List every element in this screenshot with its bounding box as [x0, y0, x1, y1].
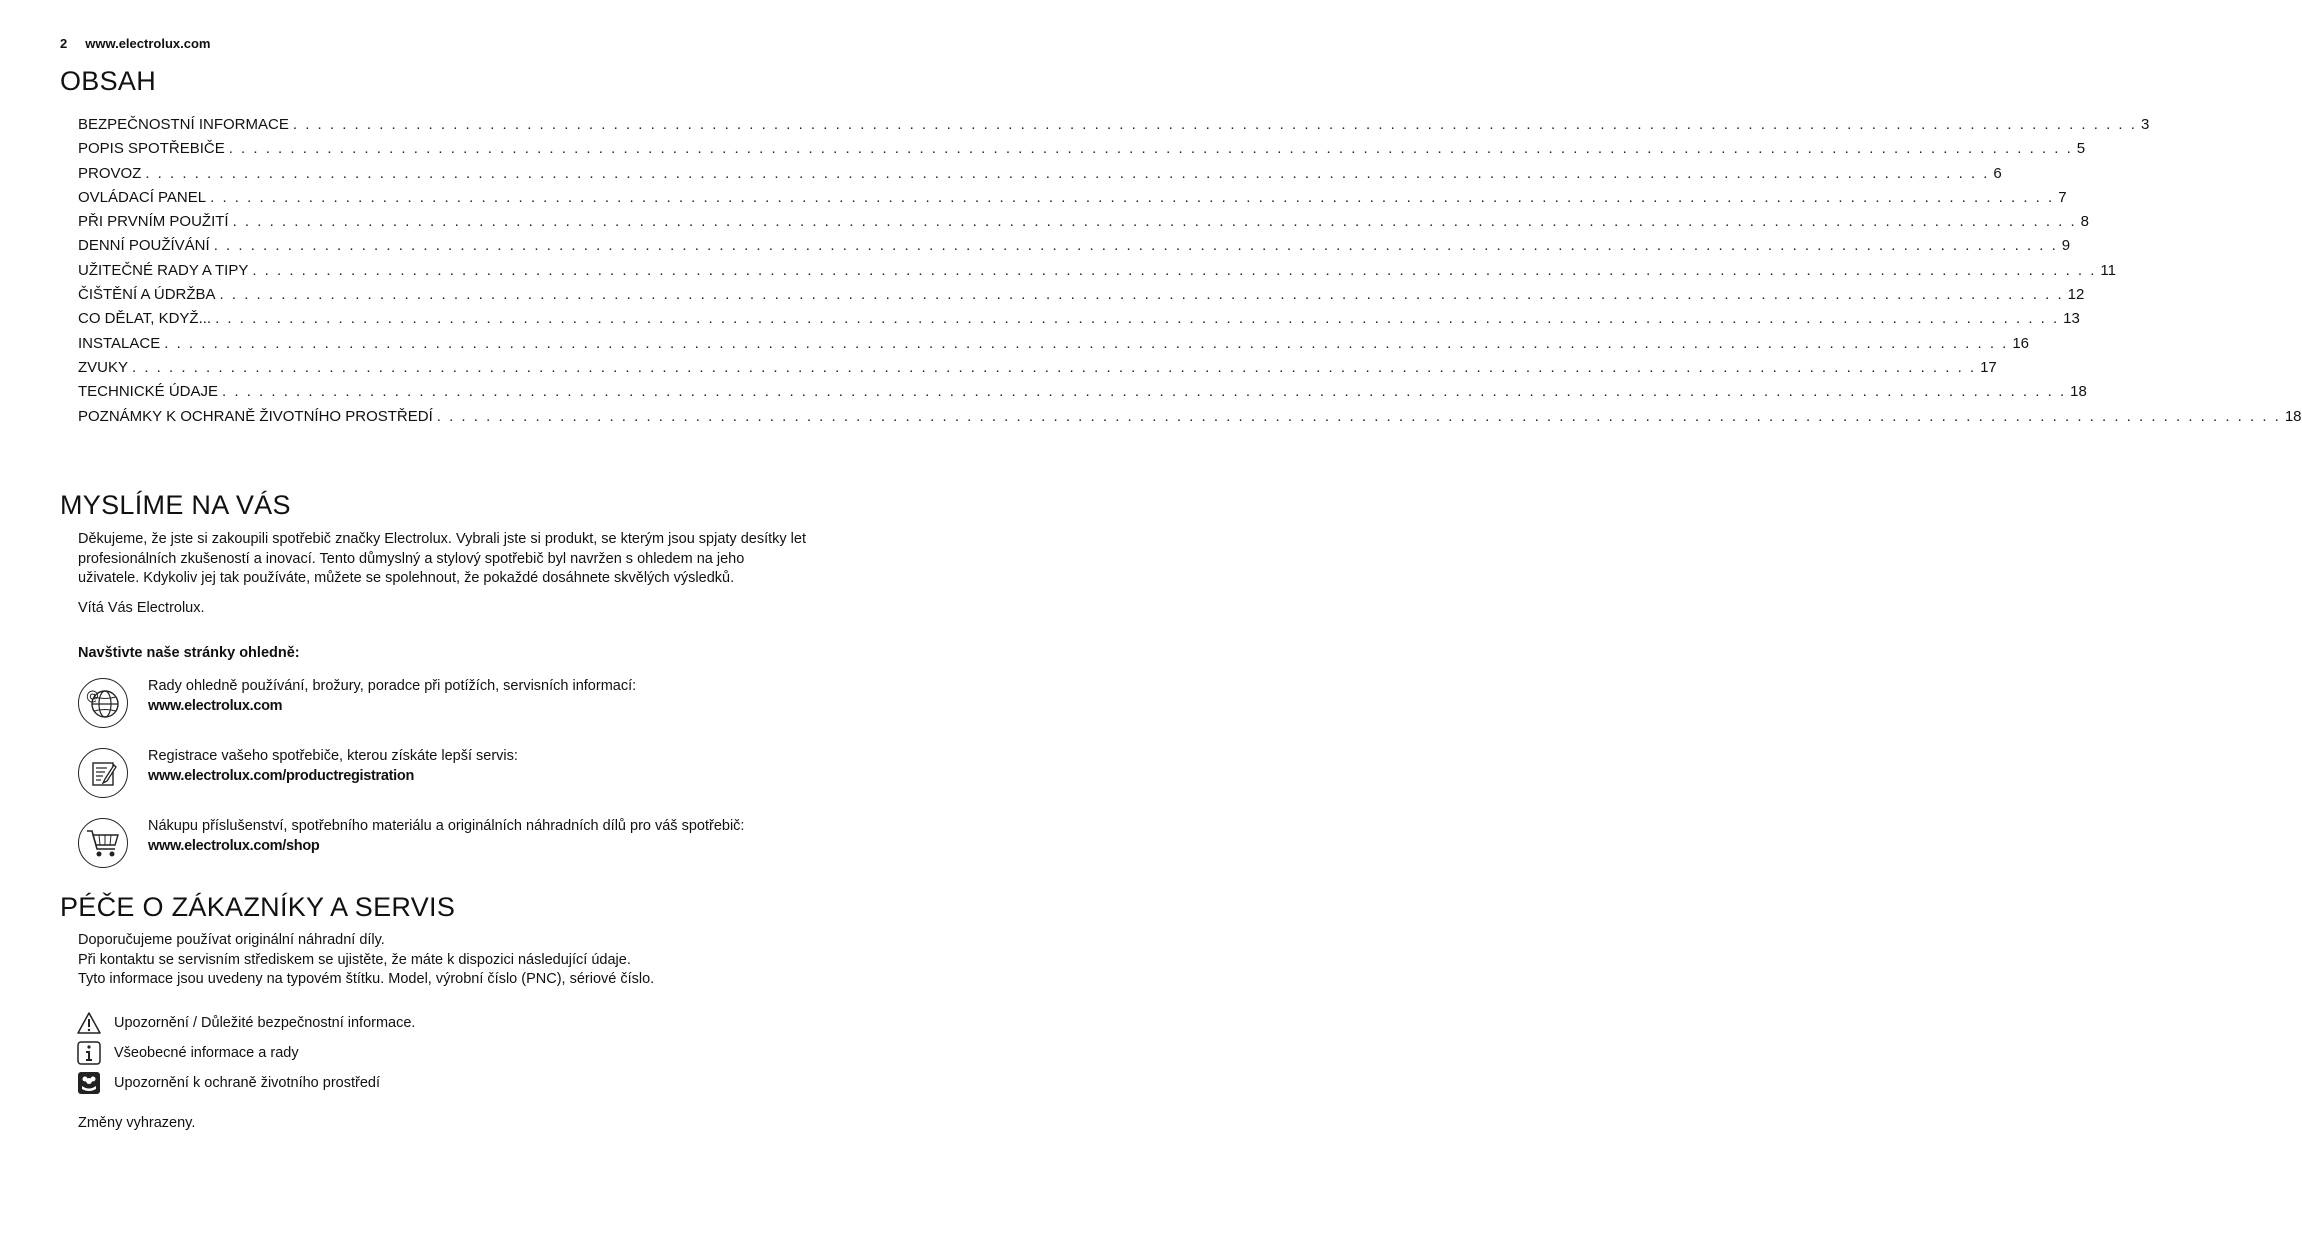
- toc-item-title: UŽITEČNÉ RADY A TIPY: [78, 261, 249, 279]
- care-line: Doporučujeme používat originální náhradní díly.: [78, 932, 385, 948]
- toc-item-title: POPIS SPOTŘEBIČE: [78, 140, 225, 158]
- toc-item-page: 6: [1993, 164, 2002, 182]
- toc-item-page: 5: [2076, 140, 2086, 158]
- toc-item[interactable]: [78, 286, 2085, 310]
- environment-icon: [76, 1071, 102, 1095]
- shopping-cart-icon: [78, 818, 128, 868]
- visit-item-text: Registrace vašeho spotřebiče, kterou získáte lepší servis:: [148, 748, 518, 764]
- greeting: Vítá Vás Electrolux.: [78, 600, 205, 616]
- care-title: PÉČE O ZÁKAZNÍKY A SERVIS: [60, 892, 456, 922]
- toc-item-title: OVLÁDACÍ PANEL: [78, 188, 207, 206]
- toc-item-page: 13: [2063, 310, 2080, 328]
- toc-leader-dots: . . . . . . . . . . . . . . . . . . . . . . . . . . . . . . . . . . . . . . . . . . . . . . . . . . . . . . . . . . . . . . . . . . . . . . . . . . . . . . . . . . . . . . . . . . . . . . . . . . . . . . . . . . . . . . . . . . . . . . . . . . . . . . . . . . . . . . . . . . . . . . . . . . . . . .: [228, 140, 2073, 158]
- care-text: [78, 931, 828, 990]
- visit-item-link[interactable]: www.electrolux.com/shop: [148, 837, 320, 854]
- toc-item[interactable]: [78, 164, 2002, 189]
- toc-leader-dots: . . . . . . . . . . . . . . . . . . . . . . . . . . . . . . . . . . . . . . . . . . . . . . . . . . . . . . . . . . . . . . . . . . . . . . . . . . . . . . . . . . . . . . . . . . . . . . . . . . . . . . . . . . . . . . . . . . . . . . . . . . . . . . . . . . . . . . . . . . . . . . . . . . . . . .: [252, 261, 2097, 279]
- toc-item[interactable]: [78, 140, 2086, 164]
- about-text: [78, 530, 828, 589]
- toc-leader-dots: . . . . . . . . . . . . . . . . . . . . . . . . . . . . . . . . . . . . . . . . . . . . . . . . . . . . . . . . . . . . . . . . . . . . . . . . . . . . . . . . . . . . . . . . . . . . . . . . . . . . . . . . . . . . . . . . . . . . . . . . . . . . . . . . . . . . . . . . . . . . . . . . . . . . . .: [215, 310, 2060, 328]
- toc-item-page: 18: [2070, 383, 2087, 401]
- legend-label: Upozornění / Důležité bezpečnostní informace.: [114, 1015, 416, 1031]
- legend-row: [76, 1041, 299, 1065]
- changes-note: Změny vyhrazeny.: [78, 1115, 196, 1131]
- toc-item-title: TECHNICKÉ ÚDAJE: [78, 383, 219, 401]
- legend-row: [76, 1011, 415, 1035]
- page-header: [60, 36, 210, 51]
- toc-item[interactable]: [78, 358, 1997, 383]
- visit-title: Navštivte naše stránky ohledně:: [78, 645, 300, 661]
- about-line: uživatele. Kdykoliv jej tak používáte, můžete se spolehnout, že pokaždé dosáhnete skvělých výsledků.: [78, 570, 735, 586]
- legend-label: Upozornění k ochraně životního prostředí: [114, 1075, 380, 1091]
- page-number: 2: [60, 36, 68, 51]
- about-line: Děkujeme, že jste si zakoupili spotřebič značky Electrolux. Vybrali jste si produkt, se kterým jsou spjaty desítky let: [78, 531, 806, 547]
- toc-item-title: ZVUKY: [78, 358, 129, 376]
- toc-leader-dots: . . . . . . . . . . . . . . . . . . . . . . . . . . . . . . . . . . . . . . . . . . . . . . . . . . . . . . . . . . . . . . . . . . . . . . . . . . . . . . . . . . . . . . . . . . . . . . . . . . . . . . . . . . . . . . . . . . . . . . . . . . . . . . . . . . . . . . . . . . . . . . . . . . . . . .: [222, 383, 2067, 401]
- toc-item-page: 17: [1980, 358, 1997, 376]
- about-line: profesionálních zkušeností a inovací. Tento důmyslný a stylový spotřebič byl navržen s ohledem na jeho: [78, 550, 745, 567]
- toc-item[interactable]: [78, 383, 2087, 407]
- care-line: Při kontaktu se servisním střediskem se ujistěte, že máte k dispozici následující údaje.: [78, 951, 631, 968]
- toc-item-page: 11: [2100, 261, 2116, 279]
- toc-leader-dots: . . . . . . . . . . . . . . . . . . . . . . . . . . . . . . . . . . . . . . . . . . . . . . . . . . . . . . . . . . . . . . . . . . . . . . . . . . . . . . . . . . . . . . . . . . . . . . . . . . . . . . . . . . . . . . . . . . . . . . . . . . . . . . . . . . . . . . . . . . . . . . . . . . . . . .: [232, 213, 2077, 231]
- toc-item[interactable]: [78, 261, 2116, 286]
- toc-item-page: 8: [2080, 213, 2089, 231]
- toc-leader-dots: . . . . . . . . . . . . . . . . . . . . . . . . . . . . . . . . . . . . . . . . . . . . . . . . . . . . . . . . . . . . . . . . . . . . . . . . . . . . . . . . . . . . . . . . . . . . . . . . . . . . . . . . . . . . . . . . . . . . . . . . . . . . . . . . . . . . . . . . . . . . . . . . . . . . . .: [164, 334, 2009, 352]
- visit-item-link[interactable]: www.electrolux.com/productregistration: [148, 767, 415, 784]
- toc-item[interactable]: [78, 310, 2080, 334]
- toc-leader-dots: . . . . . . . . . . . . . . . . . . . . . . . . . . . . . . . . . . . . . . . . . . . . . . . . . . . . . . . . . . . . . . . . . . . . . . . . . . . . . . . . . . . . . . . . . . . . . . . . . . . . . . . . . . . . . . . . . . . . . . . . . . . . . . . . . . . . . . . . . . . . . . . . . . . . . .: [132, 358, 1977, 376]
- toc-leader-dots: . . . . . . . . . . . . . . . . . . . . . . . . . . . . . . . . . . . . . . . . . . . . . . . . . . . . . . . . . . . . . . . . . . . . . . . . . . . . . . . . . . . . . . . . . . . . . . . . . . . . . . . . . . . . . . . . . . . . . . . . . . . . . . . . . . . . . . . . . . . . . . . . . . . . . .: [219, 286, 2064, 304]
- toc-item-page: 18: [2284, 407, 2302, 425]
- toc-item-title: PROVOZ: [78, 164, 142, 182]
- toc-item-title: INSTALACE: [78, 334, 161, 352]
- toc-item[interactable]: [78, 213, 2089, 237]
- visit-item-text: Rady ohledně používání, brožury, poradce při potížích, servisních informací:: [148, 678, 637, 694]
- toc-item-title: ČIŠTĚNÍ A ÚDRŽBA: [78, 286, 216, 304]
- care-line: Tyto informace jsou uvedeny na typovém štítku. Model, výrobní číslo (PNC), sériové číslo.: [78, 971, 655, 987]
- site-url[interactable]: www.electrolux.com: [85, 36, 211, 51]
- toc-item-page: 9: [2061, 237, 2071, 255]
- toc-item-page: 7: [2058, 188, 2067, 206]
- info-icon: [76, 1041, 102, 1065]
- toc-leader-dots: . . . . . . . . . . . . . . . . . . . . . . . . . . . . . . . . . . . . . . . . . . . . . . . . . . . . . . . . . . . . . . . . . . . . . . . . . . . . . . . . . . . . . . . . . . . . . . . . . . . . . . . . . . . . . . . . . . . . . . . . . . . . . . . . . . . . . . . . . . . . . . . . . . . . . .: [213, 237, 2058, 255]
- toc-leader-dots: . . . . . . . . . . . . . . . . . . . . . . . . . . . . . . . . . . . . . . . . . . . . . . . . . . . . . . . . . . . . . . . . . . . . . . . . . . . . . . . . . . . . . . . . . . . . . . . . . . . . . . . . . . . . . . . . . . . . . . . . . . . . . . . . . . . . . . . . . . . . . . . . . . . . . .: [292, 116, 2137, 133]
- legend-row: [76, 1071, 380, 1095]
- toc-item[interactable]: [78, 116, 2150, 140]
- toc-item-title: PŘI PRVNÍM POUŽITÍ: [78, 213, 229, 231]
- visit-item-link[interactable]: www.electrolux.com: [148, 697, 283, 714]
- toc-item[interactable]: [78, 188, 2067, 213]
- visit-item: [148, 747, 518, 786]
- toc-item-page: 12: [2067, 286, 2085, 304]
- legend-label: Všeobecné informace a rady: [114, 1045, 299, 1061]
- toc-leader-dots: . . . . . . . . . . . . . . . . . . . . . . . . . . . . . . . . . . . . . . . . . . . . . . . . . . . . . . . . . . . . . . . . . . . . . . . . . . . . . . . . . . . . . . . . . . . . . . . . . . . . . . . . . . . . . . . . . . . . . . . . . . . . . . . . . . . . . . . . . . . . . . . . . . . . . .: [145, 164, 1990, 182]
- toc-item[interactable]: [78, 407, 2302, 432]
- toc-item-title: CO DĚLAT, KDYŽ...: [78, 310, 212, 328]
- toc-item-title: POZNÁMKY K OCHRANĚ ŽIVOTNÍHO PROSTŘEDÍ: [78, 407, 433, 425]
- toc-item-page: 3: [2140, 116, 2150, 133]
- toc-item-title: BEZPEČNOSTNÍ INFORMACE: [78, 116, 289, 133]
- toc-item-page: 16: [2012, 334, 2030, 352]
- registration-icon: [78, 748, 128, 798]
- table-of-contents: [78, 116, 2302, 432]
- about-title: MYSLÍME NA VÁS: [60, 490, 291, 520]
- toc-title: OBSAH: [60, 66, 157, 96]
- visit-item: [148, 817, 744, 856]
- warning-icon: [76, 1011, 102, 1035]
- visit-item-text: Nákupu příslušenství, spotřebního materiálu a originálních náhradních dílů pro váš spotřebič:: [148, 818, 745, 834]
- toc-item[interactable]: [78, 334, 2030, 359]
- toc-item-title: DENNÍ POUŽÍVÁNÍ: [78, 237, 210, 255]
- toc-leader-dots: . . . . . . . . . . . . . . . . . . . . . . . . . . . . . . . . . . . . . . . . . . . . . . . . . . . . . . . . . . . . . . . . . . . . . . . . . . . . . . . . . . . . . . . . . . . . . . . . . . . . . . . . . . . . . . . . . . . . . . . . . . . . . . . . . . . . . . . . . . . . . . . . . . . . . .: [210, 188, 2055, 206]
- svg-text:@: @: [86, 689, 99, 704]
- toc-leader-dots: . . . . . . . . . . . . . . . . . . . . . . . . . . . . . . . . . . . . . . . . . . . . . . . . . . . . . . . . . . . . . . . . . . . . . . . . . . . . . . . . . . . . . . . . . . . . . . . . . . . . . . . . . . . . . . . . . . . . . . . . . . . . . . . . . . . . . . . . . . . . . . . . . . . . . .: [436, 407, 2281, 425]
- visit-item: [148, 677, 636, 716]
- globe-icon: [78, 678, 128, 728]
- toc-item[interactable]: [78, 237, 2071, 261]
